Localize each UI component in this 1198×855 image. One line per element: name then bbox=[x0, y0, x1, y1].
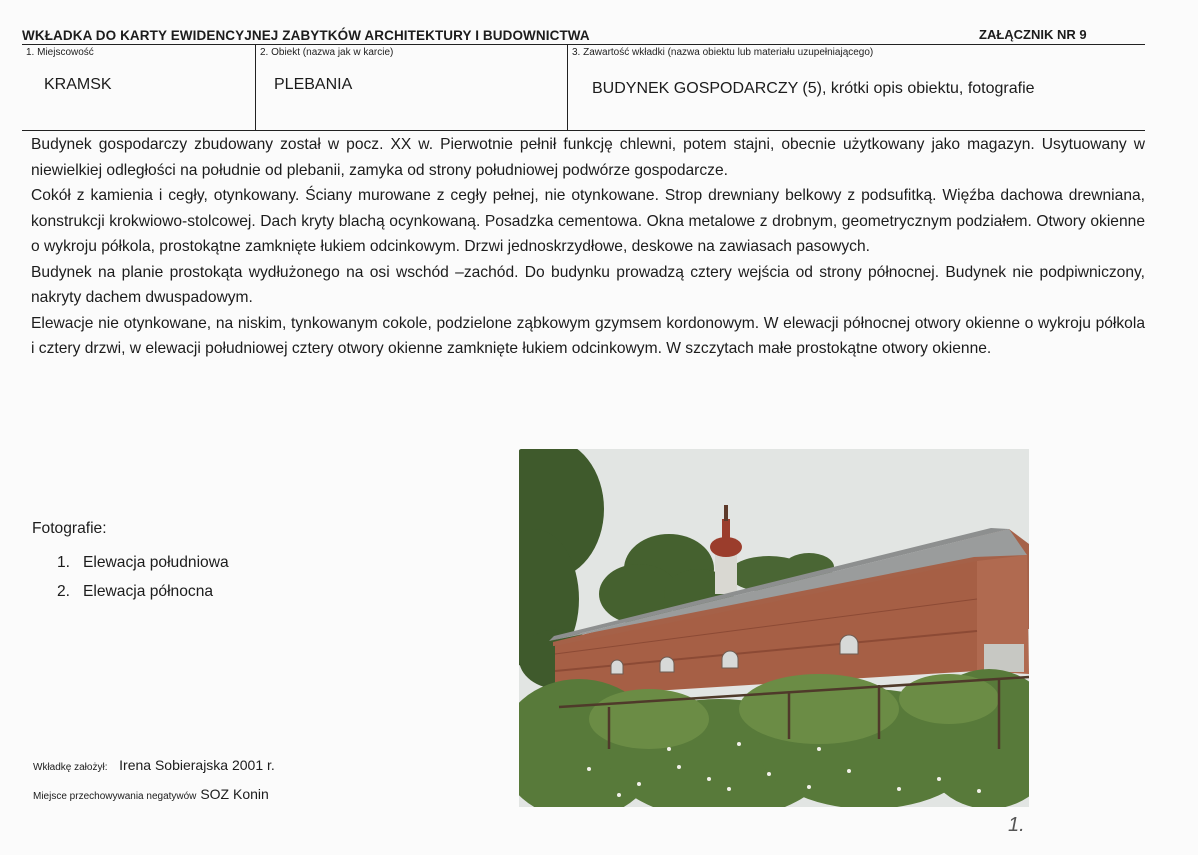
top-rule bbox=[22, 44, 1145, 45]
object-value: PLEBANIA bbox=[274, 76, 353, 93]
document-title: WKŁADKA DO KARTY EWIDENCYJNEJ ZABYTKÓW ARCHITEKTURY I BUDOWNICTWA bbox=[22, 28, 590, 43]
photos-list bbox=[57, 548, 229, 606]
photo-list-number: 2. bbox=[57, 583, 71, 600]
description-paragraph: Budynek gospodarczy zbudowany został w pocz. XX w. Pierwotnie pełnił funkcję chlewni, potem stajni, obecnie użytkowany jako magazyn. Usytuowany w niewielkiej odległości na południe od plebanii, zamyka od strony południowej podwórze gospodarcze. bbox=[31, 136, 1145, 179]
description-paragraph: Cokół z kamienia i cegły, otynkowany. Ściany murowane z cegły pełnej, nie otynkowane. Strop drewniany belkowy z podsufitką. Więźba dachowa drewniana, konstrukcji krokwiowo-stolcowej. Dach kryty blachą ocynkowaną. Posadzka cementowa. Okna metalowe z drobnym, geometrycznym podziałem. Otwory okienne o wykroju półkola, prostokątne zamknięte łukiem odcinkowym. Drzwi jednoskrzydłowe, deskowe na zawiasach pasowych. bbox=[31, 187, 1145, 255]
photo-list-label: Elewacja północna bbox=[83, 583, 214, 600]
page-number: 1. bbox=[1008, 814, 1025, 836]
photo-list-item bbox=[57, 548, 229, 577]
author-line bbox=[33, 757, 275, 773]
storage-label: Miejsce przechowywania negatywów bbox=[33, 791, 197, 802]
storage-line bbox=[33, 786, 269, 802]
object-label: 2. Obiekt (nazwa jak w karcie) bbox=[260, 47, 394, 58]
photos-heading: Fotografie: bbox=[32, 520, 107, 537]
storage-value: SOZ Konin bbox=[200, 786, 269, 802]
locality-value: KRAMSK bbox=[44, 76, 112, 93]
field-divider-2 bbox=[567, 44, 568, 130]
photo-list-item bbox=[57, 577, 229, 606]
building-photo bbox=[519, 449, 1029, 807]
author-value: Irena Sobierajska 2001 r. bbox=[119, 757, 275, 773]
description-paragraph: Budynek na planie prostokąta wydłużonego na osi wschód –zachód. Do budynku prowadzą cztery wejścia od strony północnej. Budynek nie podpiwniczony, nakryty dachem dwuspadowym. bbox=[31, 263, 1145, 306]
author-label: Wkładkę założył: bbox=[33, 762, 108, 773]
photo-list-label: Elewacja południowa bbox=[83, 554, 229, 571]
locality-label: 1. Miejscowość bbox=[26, 47, 94, 58]
description-paragraph: Elewacje nie otynkowane, na niskim, tynkowanym cokole, podzielone ząbkowym gzymsem kordonowym. W elewacji północnej otwory okienne o wykroju półkola i cztery drzwi, w elewacji południowej cztery otwory okienne zamknięte łukiem odcinkowym. W szczytach małe prostokątne otwory okienne. bbox=[31, 314, 1145, 357]
fields-bottom-rule bbox=[22, 130, 1145, 131]
content-value: BUDYNEK GOSPODARCZY (5), krótki opis obiektu, fotografie bbox=[592, 80, 1035, 97]
photo-list-number: 1. bbox=[57, 554, 71, 571]
description-text bbox=[31, 132, 1145, 362]
field-divider-1 bbox=[255, 44, 256, 130]
content-label: 3. Zawartość wkładki (nazwa obiektu lub materiału uzupełniającego) bbox=[572, 47, 874, 58]
annex-number: ZAŁĄCZNIK NR 9 bbox=[979, 27, 1087, 42]
